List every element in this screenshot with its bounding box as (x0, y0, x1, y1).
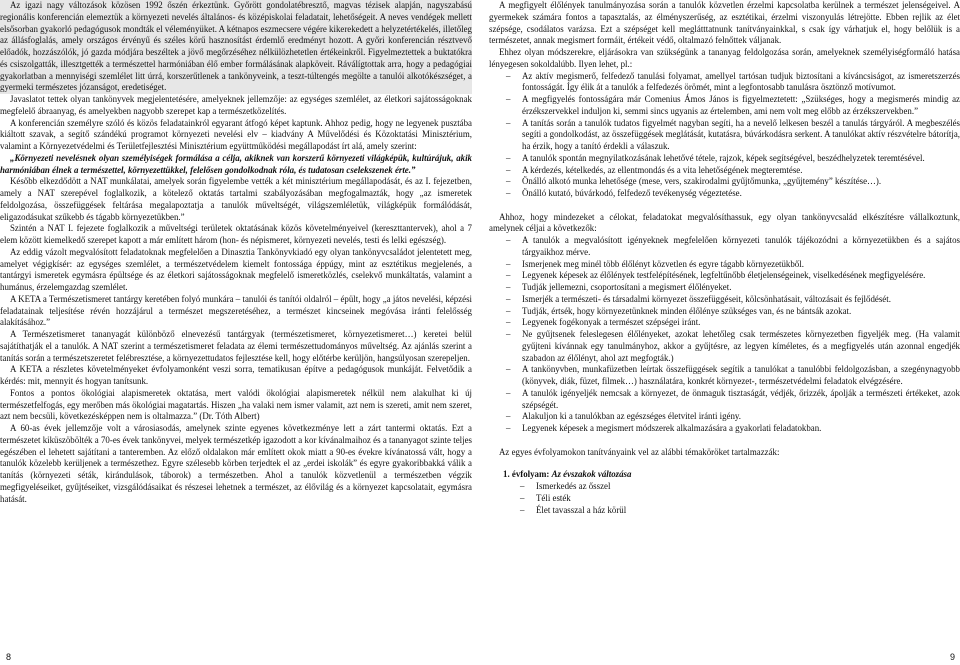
list-item: – Ismerjenek meg minél több élőlényt közvetlen és egyre tágabb környezetükből. (489, 259, 960, 271)
grade-topics (489, 469, 960, 516)
list-item: – Önálló kutató, búvárkodó, felfedező tevékenység végeztetése. (489, 188, 960, 200)
body-paragraph: A KETA a részletes követelményeket évfolyamonként veszi sorra, tematikusan építve a pedagógusok munkáját. Felvetődik a kérdés: mit, mennyit és hogyan tanítsunk. (0, 364, 472, 386)
list-item: – Önálló alkotó munka lehetősége (mese, vers, szakirodalmi gyűjtőmunka, „gyűjtemény” készítése…). (489, 176, 960, 188)
page-number-right: 9 (950, 652, 956, 662)
list-item: – A tanulók spontán megnyilatkozásának lehetővé tétele, rajzok, képek segítségével, beszédhelyzetek teremtésével. (489, 153, 960, 165)
highlighted-intro (0, 0, 472, 94)
body-paragraph: A Természetismeret tananyagát különböző elnevezésű tantárgyak (természetismeret, környezetismeret…) keretei belül sajátíthatják el a tanulók. A NAT szerint a természetismeret feladata az élemi természettudományos műveltség. Az ajánlás szerint a tanítás során a természetszeretet felébresztése, a környezettudatos fejlesztése kell, hogy előtérbe kerüljön, hangsúlyosan szerepeljen. (0, 329, 472, 363)
list-item: – Ne gyűjtsenek feleslegesen élőlényeket, azokat lehetőleg csak természetes környezetben figyeljék meg. (Ha valamit gyűjteni kívánnak egy tanulmányhoz, akkor a gyűjtésre, az legyen kíméletes, és a megfigyelés után azonnal engedjék szabadon az élőlényt, ahol azt megfogták.) (489, 329, 960, 364)
body-paragraph: Fontos a pontos ökológiai alapismeretek oktatása, mert valódi ökológiai alapismeretek nélkül nem alakulhat ki új természetfelfogás, egy merőben más ökológiai magatartás. Hiszen „ha valaki nem ismer valamit, azt nem is szereti, amit nem szeret, azt nem becsüli, következésképpen nem is oltalmazza.” (Dr. Tóth Albert) (0, 387, 472, 422)
body-paragraph: A 60-as évek jellemzője volt a városiasodás, amelynek szinte egyenes következménye lett a zárt tantermi oktatás. Ezt a természetet kiküszöbölték a 70-es évek tankönyvei, melyek természetkép igazodott a kor kívánalmaihoz és a tananyagot szinte teljes egészében el lehetett sajátítani a tanteremben. Az előző oldalakon már említett okok miatt a 90-es évekre kívánatossá vált, hogy a tanulók közelebb kerüljenek a természethez. Egyre szélesebb körben terjedtek el az „erdei iskolák” és egyre gyakoribbakká válik a tanítás (környezeti séták, kirándulások, táborok) a természetben. Ahol a tanulók közvetlenül a természetben végzik megfigyeléseiket, gyűjtéseiket, vizsgálódásaikat és részesei lehetnek a természet, az élővilág és a környezet kapcsolatait, egymásra hatását. (0, 423, 472, 504)
grade-heading (503, 469, 960, 481)
body-paragraph: Az eddig vázolt megvalósított feladatoknak megfelelően a Dinasztia Tankönyvkiadó egy olyan tankönyvcsaládot jelentetett meg, amelyet végigkísér: az egységes szemlélet, a természetvédelem kiemelt fontossága éppúgy, mint az esztétikus megjelenés, a tantárgyi ismeretek egymásra épültsége és az életkori sajátosságoknak megfelelő ismeretközlés, cselekvő munkáltatás, valamint a humánus, érzelemgazdag szemlélet. (0, 246, 472, 292)
page-number-left: 8 (6, 652, 12, 662)
list-item: – A tanulók a megvalósított igényeknek megfelelően környezeti tanulók tájékozódni a környezetükben és a sajátos tárgyaikhoz mérve. (489, 235, 960, 259)
methods-list (489, 71, 960, 200)
body-paragraph: Később elkezdődött a NAT munkálatai, amelyek során figyelembe vették a két minisztérium megállapodását, és az I. fejezetben, amely a NAT szerepével foglalkozik, a kötelező oktatás tartalmi szabályozásában megfogalmazták, hogy „az ismeretek feldolgozása, összefüggések feltárása megalapoztatja a tanulók műveltségét, világszemléletük, világképük formálódását, eligazodásukat szűkebb és tágabb környezetükben.” (0, 176, 472, 222)
list-item: – Legyenek fogékonyak a természet szépségei iránt. (489, 317, 960, 329)
list-item: – Az aktív megismerő, felfedező tanulási folyamat, amellyel tartósan tudjuk biztosítani a kíváncsiságot, az ismeretszerzés fontosságát. Így élik át a tanulók a felfedezés örömét, mint a legfontosabb tanulásra ösztönző motívumot. (489, 71, 960, 95)
body-paragraph: A KETA a Természetismeret tantárgy keretében folyó munkára – tanulói és tanítói oldalról – épült, hogy „a játos nevelési, képzési feladatainak teljesítése révén hozzájárul a természet megszeretéséhez, a természet kincseinek megóvása iránti felelősség alakításához.” (0, 293, 472, 328)
goals-list (489, 235, 960, 435)
body-paragraph: A konferencián személyre szóló és közös feladatainkról egyarant átfogó képet kaptunk. Ahhoz pedig, hogy ne legyenek pusztába kiáltott szavak, a segítő szándékú programot környezeti nevelési elv – kiadvány A Művelődési és Közoktatási Minisztérium, valamint a Környezetvédelmi és Területfejlesztési Minisztérium együttműködési megállapodást írt alá, amely szerint: (0, 117, 472, 151)
intro-paragraph: Az igazi nagy változások közösen 1992 őszén érkeztünk. Győrött gondolatébresztő, magvas tézisek alapján, nagyszabású regionális konferencián elemeztük a környezeti nevelés általános- és középiskolai feladatait, lehetőségeit. A neves vendégek mellett elsősorban gyakorló pedagógusok mondták el véleményüket. A kétnapos eszmecsere végére kikerekedett a helyzetértékelés, illetőleg az állásfoglalás, amely országos érvényű és széles körű hasznosítást érdemlő eredményt hozott. A győri konferencián résztvevő előadók, hozzászólók, jó gazda módjára beszéltek a jövő megőrzéséhez nélkülözhetetlen értékeinkről. Figyelmeztettek a buktatókra és csiszolgatták, illesztgették a természettel harmóniában élő ember formálásának alapköveit. Ráválígtottak arra, hogy a pedagógiai gyakorlatban a mennyiségi szemlélet litt úrrá, korszerűtlenek a tankönyveink, a teszt-túltengés megölte a tanulói alkotókészséget, a gyermeki természetes józanságot, eredetiséget. (0, 0, 472, 93)
list-item: – Legyenek képesek az élőlények testfelépítésének, legfeltűnőbb életjelenségeinek, viselkedésének megfigyelésére. (489, 270, 960, 282)
list-item: – Alakuljon ki a tanulókban az egészséges életvitel iránti igény. (489, 411, 960, 423)
body-paragraph: Az egyes évfolyamokon tanítványaink vel az alábbi témaköröket tartalmazzák: (499, 446, 780, 457)
list-item: – Élet tavasszal a ház körül (503, 505, 960, 517)
quote-block: „Környezeti nevelésnek olyan személyiségek formálása a célja, akiknek van korszerű környezeti világképük, kultúrájuk, akik harmóniában élnek a természettel, környezettükkel, felelősen gondolkodnak róla, és tudatosan cselekszenek érte.” (0, 152, 472, 175)
grade-title: Az évszakok változása (551, 469, 632, 480)
topic-list (503, 481, 960, 516)
list-item: – A tanítás során a tanulók tudatos figyelmét nagyban segíti, ha a nevelő lelkesen beszél a tanulás tárgyáról. A megbeszélés segíti a gondolkodást, az összefüggések meglátását, kutatásra, búvárkodásra serkent. A tanulókat aktív részvételre bátorítja, ha érzik, hogy a tanító érdekli a válaszuk. (489, 118, 960, 153)
right-page (489, 0, 960, 516)
list-item: – Ismerkedés az ősszel (503, 481, 960, 493)
body-paragraph: A megfigyelt élőlények tanulmányozása során a tanulók közvetlen érzelmi kapcsolatba kerülnek a természet jelenségeivel. A gyermekek számára fontos a tapasztalás, az élményszerűség, az esztétikai, érzelmi viszonyulás létrejötte. Ebben rejlik az élet szépsége, csodálatos varázsa. Ezt a szépséget kell meglátttatnunk tanítványainkkal, s csak így várhatjuk el, hogy belőlük is a természetet, annak megismert formáit, értékeit védő, oltalmazó felnőttek váljanak. (489, 0, 960, 46)
list-item: – A megfigyelés fontosságára már Comenius Ámos János is figyelmeztetett: „Szükséges, hogy a megismerés mindig az érzékszervekkel induljon ki, semmi sincs ugyanis az értelemben, ami nem volt meg előbb az érzékszervekben.” (489, 94, 960, 118)
body-paragraph: Szintén a NAT I. fejezete foglalkozik a műveltségi területek oktatásának közös követelményeivel (kereszttantervek), ahol a 7 elem között kiemelkedő szerepet kapott a már említett három (hon- és népismeret, környezeti nevelés, testi és lelki egészség). (0, 223, 472, 245)
list-item: – A tankönyvben, munkafüzetben leírtak összefüggések segítik a tanulókat a tanulóbbi feldolgozásban, a szegénynagyobb (könyvek, diák, füzet, filmek…) használatára, konkrét környezet-, természetvédelmi feladatok elvégzésére. (489, 364, 960, 388)
body-paragraph: Ahhoz, hogy mindezeket a célokat, feladatokat megvalósíthassuk, egy olyan tankönyvcsalád elkészítésre vállalkoztunk, amelynek céljai a következők: (489, 211, 960, 234)
list-item: – A kérdezés, kételkedés, az ellentmondás és a vita lehetőségének megteremtése. (489, 165, 960, 177)
body-paragraph: Javaslatot tettek olyan tankönyvek megjelentetésére, amelyeknek jellemzője: az egységes szemlélet, az életkori sajátosságoknak megfelelő ábraanyag, és amelyekben nagyobb szerepet kap a természetközelítés. (0, 94, 472, 116)
body-paragraph: Ehhez olyan módszerekre, eljárásokra van szükségünk a tananyag feldolgozása során, amelyeknek személyiségformáló hatása lényegesen sokoldalúbb. Ilyen lehet, pl.: (489, 47, 960, 69)
list-item: – A tanulók igényeljék nemcsak a környezet, de önmaguk tisztaságát, védjék, őrizzék, ápolják a természeti értékeket, azok szépségét. (489, 388, 960, 412)
list-item: – Tudják, értsék, hogy környezetünknek minden élőlénye szükséges van, és ne bántsák azokat. (489, 306, 960, 318)
list-item: – Tudják jellemezni, csoportosítani a megismert élőlényeket. (489, 282, 960, 294)
left-page (0, 0, 472, 505)
grade-number: 1. évfolyam: (503, 469, 550, 480)
list-item: – Téli esték (503, 493, 960, 505)
list-item: – Ismerjék a természeti- és társadalmi környezet összefüggéseit, kölcsönhatásait, változásait és fejlődését. (489, 294, 960, 306)
list-item: – Legyenek képesek a megismert módszerek alkalmazására a gyakorlati feladatokban. (489, 423, 960, 435)
